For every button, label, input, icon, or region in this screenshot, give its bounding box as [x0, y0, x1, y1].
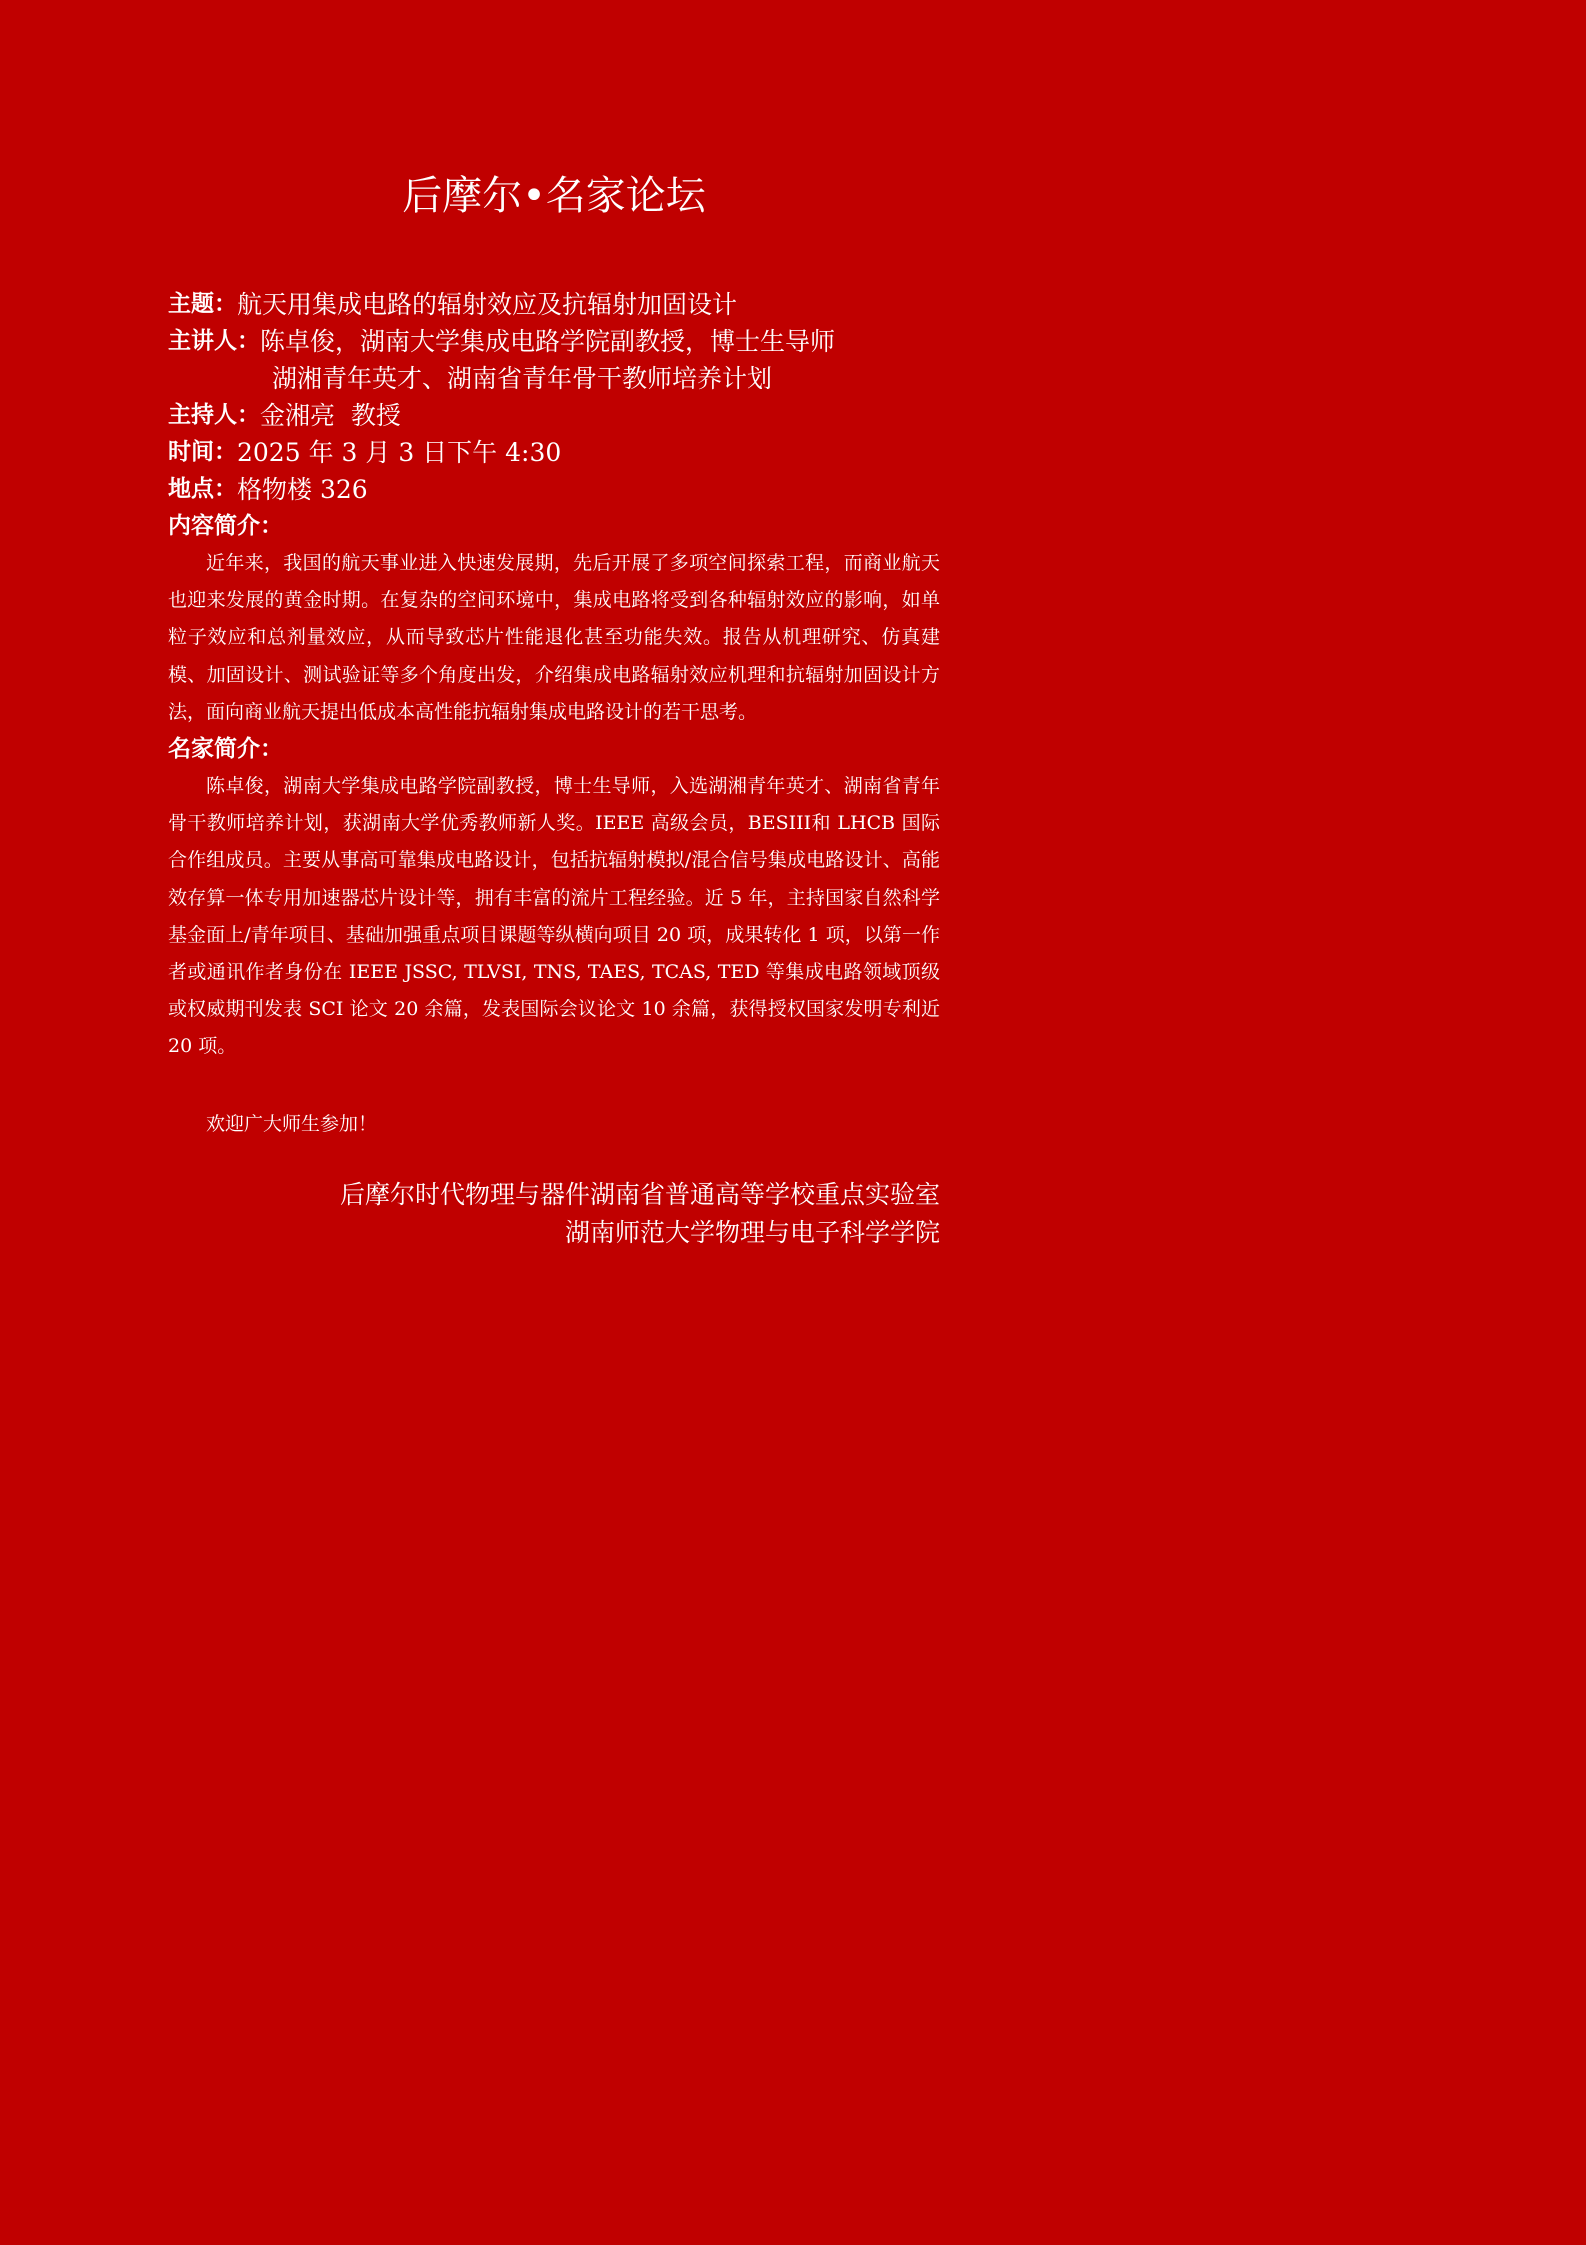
place-label: 地点：: [168, 476, 237, 502]
speaker-row: [168, 323, 940, 360]
content-heading: 内容简介：: [168, 513, 283, 539]
topic-row: [168, 286, 940, 323]
content-body: 近年来，我国的航天事业进入快速发展期，先后开展了多项空间探索工程，而商业航天也迎来发展的黄金时期。在复杂的空间环境中，集成电路将受到各种辐射效应的影响，如单粒子效应和总剂量效应，从而导致芯片性能退化甚至功能失效。报告从机理研究、仿真建模、加固设计、测试验证等多个角度出发，介绍集成电路辐射效应机理和抗辐射加固设计方法，面向商业航天提出低成本高性能抗辐射集成电路设计的若干思考。: [168, 552, 940, 723]
time-row: [168, 434, 940, 471]
topic-value: 航天用集成电路的辐射效应及抗辐射加固设计: [237, 290, 738, 319]
organizers: [340, 1176, 940, 1252]
organizer-lab: 后摩尔时代物理与器件湖南省普通高等学校重点实验室: [339, 1180, 940, 1209]
host-value: 金湘亮 教授: [260, 401, 401, 430]
time-label: 时间：: [168, 439, 237, 465]
event-info: [168, 286, 940, 1066]
place-value: 格物楼 326: [237, 475, 368, 504]
topic-label: 主题：: [168, 291, 237, 317]
bio-heading: 名家简介：: [168, 736, 283, 763]
host-row: [168, 397, 940, 434]
speaker-label: 主讲人：: [168, 328, 260, 354]
page-title: 后摩尔•名家论坛: [402, 173, 706, 219]
speaker-row-2: [168, 360, 940, 397]
organizer-school: 湖南师范大学物理与电子科学学院: [564, 1218, 940, 1247]
host-label: 主持人：: [168, 402, 260, 428]
welcome-text: 欢迎广大师生参加！: [206, 1113, 378, 1135]
place-row: [168, 471, 940, 508]
time-value: 2025 年 3 月 3 日下午 4:30: [237, 438, 562, 467]
speaker-value-2: 湖湘青年英才、湖南省青年骨干教师培养计划: [272, 364, 773, 393]
speaker-value: 陈卓俊，湖南大学集成电路学院副教授，博士生导师: [260, 327, 836, 356]
bio-body: 陈卓俊，湖南大学集成电路学院副教授，博士生导师，入选湖湘青年英才、湖南省青年骨干教师培养计划，获湖南大学优秀教师新人奖。IEEE 高级会员，BESIII和 LHCB 国际合作组成员。主要从事高可靠集成电路设计，包括抗辐射模拟/混合信号集成电路设计、高能效存算一体专用加速器芯片设计等，拥有丰富的流片工程经验。近 5 年，主持国家自然科学基金面上/青年项目、基础加强重点项目课题等纵横向项目 20 项，成果转化 1 项，以第一作者或通讯作者身份在 IEEE JSSC, TLVSI, TNS, TAES, TCAS, TED 等集成电路领域顶级或权威期刊发表 SCI 论文 20 余篇，发表国际会议论文 10 余篇，获得授权国家发明专利近 20 项。: [168, 775, 940, 1058]
